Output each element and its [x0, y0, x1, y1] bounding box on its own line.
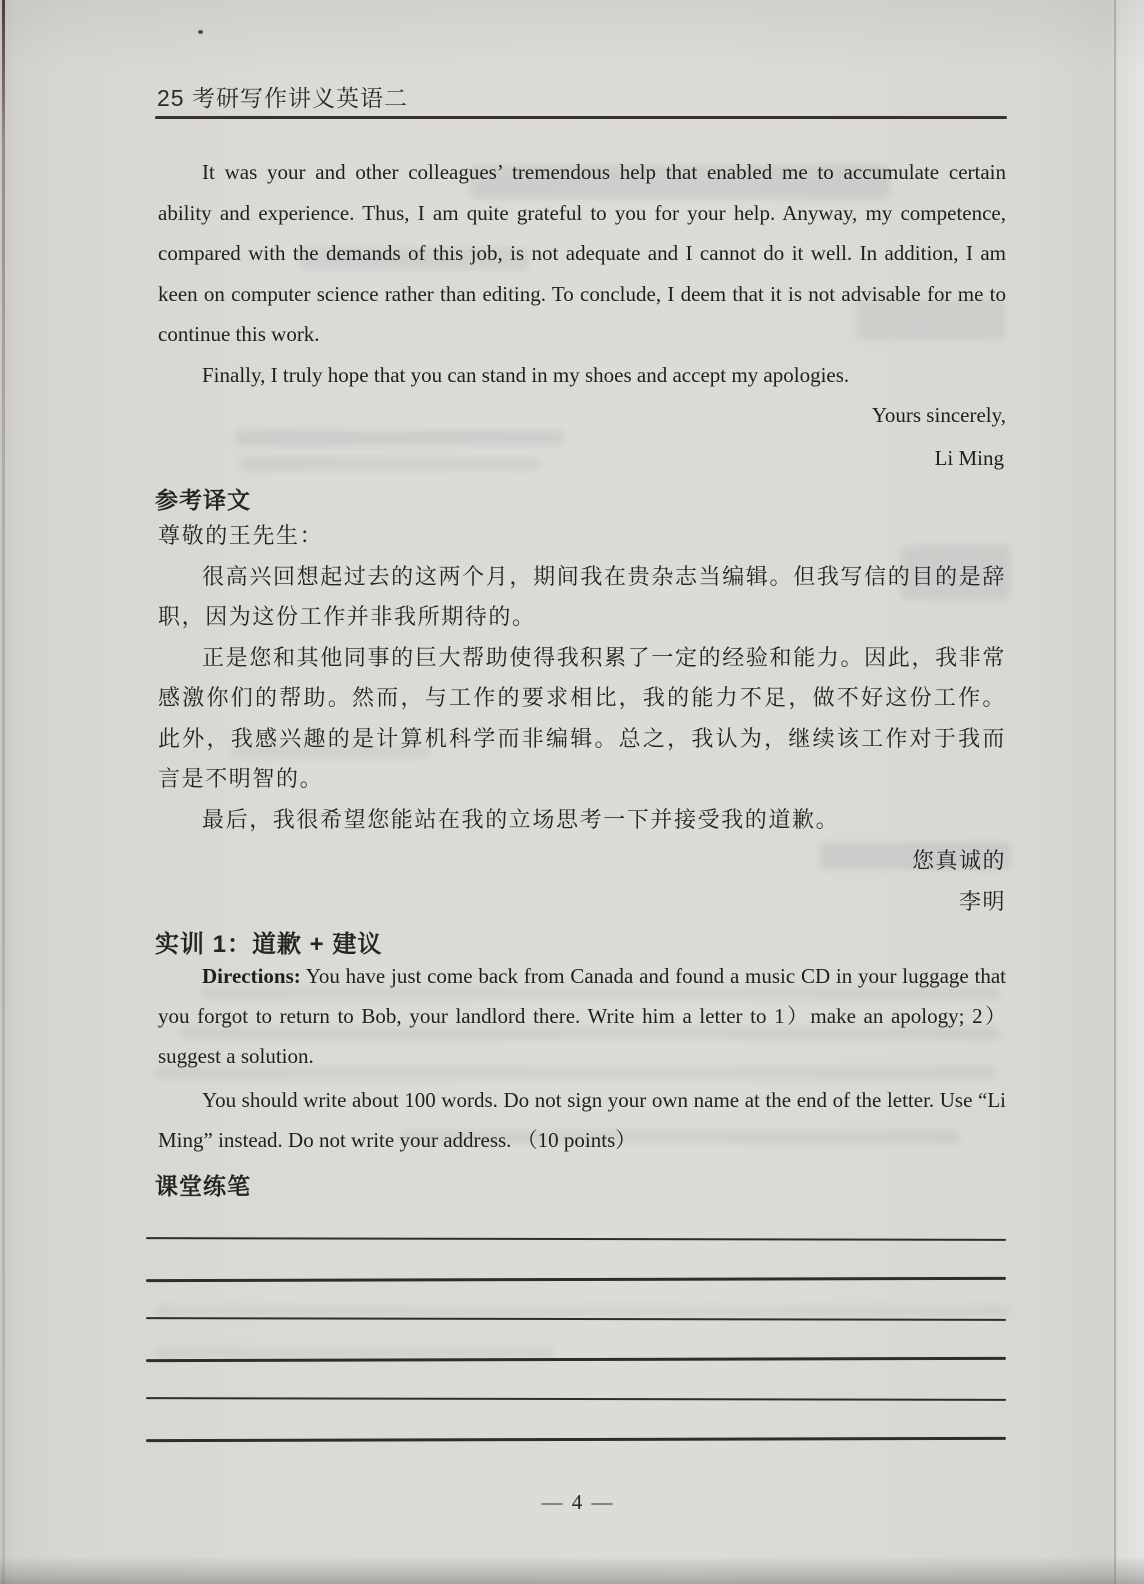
- signature: 李明: [958, 889, 1006, 914]
- english-letter-body: [158, 152, 1006, 395]
- writing-line: [146, 1357, 1006, 1362]
- translation-paragraph: 很高兴回想起过去的这两个月，期间我在贵杂志当编辑。但我写信的目的是辞职，因为这份工作并非我所期待的。: [158, 563, 1006, 629]
- translation-paragraph: 最后，我很希望您能站在我的立场思考一下并接受我的道歉。: [202, 806, 840, 832]
- page-number: — 4 —: [541, 1490, 615, 1514]
- page-left-edge-shadow: [2, 0, 5, 1584]
- letter-paragraph: Finally, I truly hope that you can stand in my shoes and accept my apologies.: [202, 362, 850, 387]
- letter-paragraph: It was your and other colleagues’ tremendous help that enabled me to accumulate certain ability and experience. Thus, I am quite grateful to you for your help. Anyway, my competence, compared with the demands of this job, is not adequate and I cannot do it well. In addition, I am keen on computer science rather than editing. To conclude, I deem that it is not advisable for me to continue this work.: [158, 160, 1006, 346]
- signature: Li Ming: [934, 446, 1004, 470]
- chinese-letter-closing: [912, 840, 1006, 922]
- classroom-practice-heading: 课堂练笔: [155, 1173, 251, 1199]
- closing-phrase: Yours sincerely,: [871, 403, 1006, 427]
- english-letter-closing: [872, 394, 1006, 480]
- ink-speck: [198, 30, 203, 34]
- writing-line: [146, 1317, 1006, 1321]
- directions-label: Directions:: [202, 964, 301, 988]
- drill-heading: 实训 1：道歉 + 建议: [155, 931, 383, 958]
- writing-line: [146, 1237, 1006, 1241]
- page-right-crease: [1114, 0, 1116, 1584]
- closing-phrase: 您真诚的: [911, 848, 1006, 873]
- directions-paragraph: [158, 956, 1006, 1076]
- salutation: 尊敬的王先生：: [158, 523, 324, 548]
- requirements-text: You should write about 100 words. Do not sign your own name at the end of the letter. Use “Li Ming” instead. Do not write your address. （10 points）: [158, 1088, 1006, 1152]
- writing-line: [146, 1437, 1006, 1442]
- directions-text: You have just come back from Canada and found a music CD in your luggage that you forgot to return to Bob, your landlord there. Write him a letter to 1）make an apology; 2）suggest a solution.: [158, 964, 1006, 1068]
- reference-translation-heading: 参考译文: [155, 487, 251, 513]
- bleedthrough-smudge: [240, 457, 540, 471]
- writing-line: [146, 1397, 1006, 1401]
- chinese-translation-body: [158, 516, 1006, 840]
- bleedthrough-smudge: [235, 430, 565, 446]
- writing-line: [146, 1277, 1006, 1282]
- requirements-paragraph: [158, 1080, 1006, 1160]
- header-rule: [155, 116, 1007, 119]
- translation-paragraph: 正是您和其他同事的巨大帮助使得我积累了一定的经验和能力。因此，我非常感激你们的帮助。然而，与工作的要求相比，我的能力不足，做不好这份工作。此外，我感兴趣的是计算机科学而非编辑。总之，我认为，继续该工作对于我而言是不明智的。: [158, 644, 1006, 791]
- running-header-title: 25 考研写作讲义英语二: [157, 85, 408, 111]
- writing-lines-area: [146, 1238, 1006, 1478]
